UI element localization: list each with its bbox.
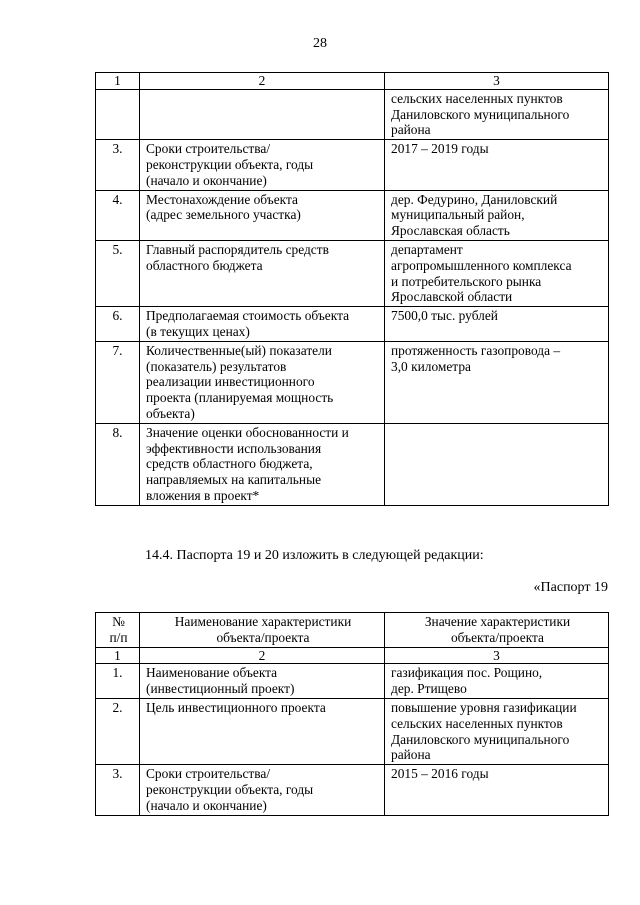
- characteristic-name: Предполагаемая стоимость объекта (в текущих ценах): [140, 307, 385, 342]
- table-row: [96, 140, 609, 190]
- characteristic-value: сельских населенных пунктов Даниловского муниципального района: [385, 89, 609, 139]
- row-number: 4.: [96, 190, 140, 240]
- column-index-cell: 2: [140, 73, 385, 90]
- table-row: [96, 240, 609, 306]
- characteristic-name: Сроки строительства/ реконструкции объекта, годы (начало и окончание): [140, 140, 385, 190]
- characteristic-name: [140, 89, 385, 139]
- column-index-cell: 3: [385, 73, 609, 90]
- characteristic-value: повышение уровня газификации сельских населенных пунктов Даниловского муниципального района: [385, 698, 609, 764]
- table-row: [96, 190, 609, 240]
- table-row: [96, 765, 609, 815]
- characteristic-name: Цель инвестиционного проекта: [140, 698, 385, 764]
- characteristic-value: департамент агропромышленного комплекса и потребительского рынка Ярославской области: [385, 240, 609, 306]
- amendment-paragraph: 14.4. Паспорта 19 и 20 изложить в следующей редакции:: [145, 548, 484, 563]
- column-index-cell: 3: [385, 647, 609, 664]
- characteristic-value: протяженность газопровода – 3,0 километра: [385, 341, 609, 423]
- header-number: № п/п: [96, 613, 140, 648]
- row-number: 3.: [96, 140, 140, 190]
- characteristic-name: Наименование объекта (инвестиционный проект): [140, 664, 385, 699]
- header-characteristic-name: Наименование характеристики объекта/проекта: [140, 613, 385, 648]
- row-number: 3.: [96, 765, 140, 815]
- row-number: [96, 89, 140, 139]
- row-number: 2.: [96, 698, 140, 764]
- passport-table-continued: [95, 72, 609, 506]
- characteristic-name: Сроки строительства/ реконструкции объекта, годы (начало и окончание): [140, 765, 385, 815]
- table-row: [96, 664, 609, 699]
- table-row: [96, 89, 609, 139]
- passport-label: «Паспорт 19: [533, 580, 608, 595]
- column-index-cell: 1: [96, 73, 140, 90]
- page-number: 28: [313, 36, 327, 51]
- row-number: 5.: [96, 240, 140, 306]
- characteristic-value: 7500,0 тыс. рублей: [385, 307, 609, 342]
- characteristic-name: Количественные(ый) показатели (показатель) результатов реализации инвестиционного проекта (планируемая мощность объекта): [140, 341, 385, 423]
- characteristic-name: Главный распорядитель средств областного бюджета: [140, 240, 385, 306]
- row-number: 8.: [96, 423, 140, 505]
- characteristic-value: газификация пос. Рощино, дер. Ртищево: [385, 664, 609, 699]
- column-index-row: [96, 647, 609, 664]
- characteristic-value: 2015 – 2016 годы: [385, 765, 609, 815]
- row-number: 7.: [96, 341, 140, 423]
- passport-19-table: [95, 612, 609, 816]
- row-number: 6.: [96, 307, 140, 342]
- table-row: [96, 341, 609, 423]
- characteristic-name: Значение оценки обоснованности и эффективности использования средств областного бюджета, направляемых на капитальные вложения в проект*: [140, 423, 385, 505]
- table-row: [96, 698, 609, 764]
- column-index-row: [96, 73, 609, 90]
- header-characteristic-value: Значение характеристики объекта/проекта: [385, 613, 609, 648]
- column-index-cell: 2: [140, 647, 385, 664]
- table-row: [96, 307, 609, 342]
- characteristic-name: Местонахождение объекта (адрес земельного участка): [140, 190, 385, 240]
- column-index-cell: 1: [96, 647, 140, 664]
- characteristic-value: дер. Федурино, Даниловский муниципальный район, Ярославская область: [385, 190, 609, 240]
- table-row: [96, 423, 609, 505]
- row-number: 1.: [96, 664, 140, 699]
- table-header-row: [96, 613, 609, 648]
- characteristic-value: 2017 – 2019 годы: [385, 140, 609, 190]
- characteristic-value: [385, 423, 609, 505]
